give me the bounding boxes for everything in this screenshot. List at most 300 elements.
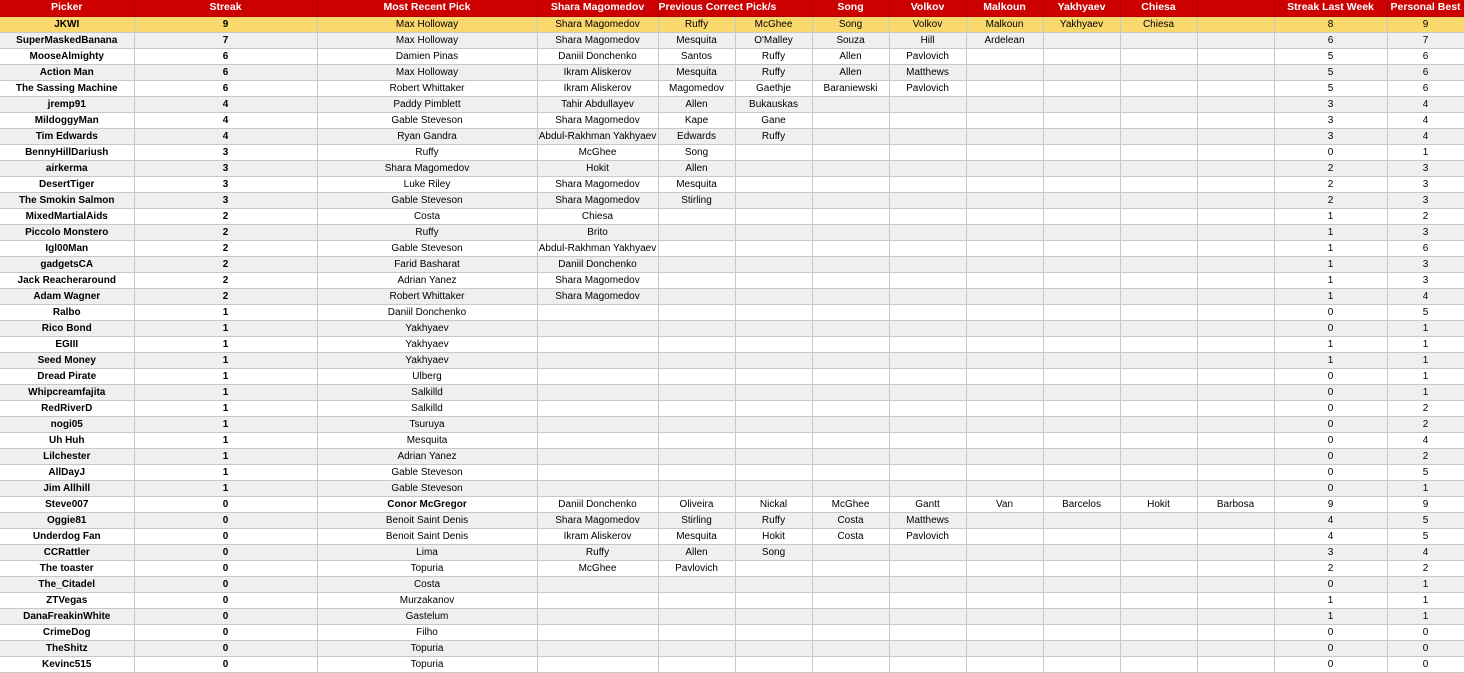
cell-previous-pick[interactable] xyxy=(889,192,966,208)
cell-previous-pick[interactable] xyxy=(735,576,812,592)
cell-previous-pick[interactable]: McGhee xyxy=(537,560,658,576)
cell-streak-last-week[interactable]: 0 xyxy=(1274,464,1387,480)
table-row[interactable] xyxy=(0,352,1464,368)
cell-most-recent-pick[interactable]: Murzakanov xyxy=(317,592,537,608)
header-previous-pick-6[interactable]: Yakhyaev xyxy=(1043,0,1120,16)
cell-previous-pick[interactable] xyxy=(1120,160,1197,176)
cell-previous-pick[interactable] xyxy=(1120,224,1197,240)
table-row[interactable] xyxy=(0,64,1464,80)
cell-previous-pick[interactable] xyxy=(1120,240,1197,256)
cell-personal-best[interactable]: 9 xyxy=(1387,496,1464,512)
cell-previous-pick[interactable] xyxy=(537,576,658,592)
cell-previous-pick[interactable]: Shara Magomedov xyxy=(537,272,658,288)
cell-previous-pick[interactable] xyxy=(966,320,1043,336)
cell-previous-pick[interactable] xyxy=(1197,256,1274,272)
cell-previous-pick[interactable] xyxy=(889,368,966,384)
cell-streak-last-week[interactable]: 6 xyxy=(1274,32,1387,48)
cell-previous-pick[interactable]: Volkov xyxy=(889,16,966,32)
cell-streak-last-week[interactable]: 0 xyxy=(1274,480,1387,496)
cell-streak[interactable]: 2 xyxy=(134,288,317,304)
cell-previous-pick[interactable] xyxy=(1197,384,1274,400)
cell-previous-pick[interactable] xyxy=(735,464,812,480)
cell-personal-best[interactable]: 4 xyxy=(1387,288,1464,304)
table-row[interactable] xyxy=(0,640,1464,656)
cell-previous-pick[interactable] xyxy=(966,256,1043,272)
cell-previous-pick[interactable]: Shara Magomedov xyxy=(537,112,658,128)
cell-streak[interactable]: 0 xyxy=(134,608,317,624)
cell-previous-pick[interactable] xyxy=(537,464,658,480)
cell-previous-pick[interactable] xyxy=(1120,576,1197,592)
cell-previous-pick[interactable] xyxy=(1197,176,1274,192)
cell-personal-best[interactable]: 6 xyxy=(1387,80,1464,96)
cell-previous-pick[interactable] xyxy=(735,208,812,224)
cell-picker[interactable]: Tim Edwards xyxy=(0,128,134,144)
cell-previous-pick[interactable] xyxy=(735,256,812,272)
cell-streak[interactable]: 0 xyxy=(134,544,317,560)
cell-previous-pick[interactable] xyxy=(735,416,812,432)
cell-previous-pick[interactable]: Allen xyxy=(658,96,735,112)
header-previous-pick-1[interactable]: Shara Magomedov xyxy=(537,0,658,16)
cell-previous-pick[interactable] xyxy=(1120,528,1197,544)
cell-previous-pick[interactable] xyxy=(658,272,735,288)
cell-previous-pick[interactable]: Abdul-Rakhman Yakhyaev xyxy=(537,128,658,144)
cell-streak-last-week[interactable]: 0 xyxy=(1274,656,1387,672)
cell-previous-pick[interactable]: Santos xyxy=(658,48,735,64)
cell-previous-pick[interactable] xyxy=(889,448,966,464)
cell-previous-pick[interactable] xyxy=(1197,192,1274,208)
cell-streak[interactable]: 0 xyxy=(134,496,317,512)
cell-previous-pick[interactable] xyxy=(966,640,1043,656)
cell-previous-pick[interactable] xyxy=(812,576,889,592)
cell-previous-pick[interactable] xyxy=(1120,320,1197,336)
cell-most-recent-pick[interactable]: Gable Steveson xyxy=(317,480,537,496)
cell-previous-pick[interactable] xyxy=(966,400,1043,416)
header-most-recent-pick[interactable]: Most Recent Pick xyxy=(317,0,537,16)
cell-previous-pick[interactable] xyxy=(812,208,889,224)
cell-previous-pick[interactable] xyxy=(1120,304,1197,320)
cell-previous-pick[interactable] xyxy=(966,560,1043,576)
cell-previous-pick[interactable] xyxy=(1197,64,1274,80)
cell-previous-pick[interactable] xyxy=(1197,304,1274,320)
table-row[interactable] xyxy=(0,448,1464,464)
table-row[interactable] xyxy=(0,576,1464,592)
cell-previous-pick[interactable] xyxy=(1043,560,1120,576)
cell-previous-pick[interactable] xyxy=(1120,336,1197,352)
cell-previous-pick[interactable]: Tahir Abdullayev xyxy=(537,96,658,112)
cell-previous-pick[interactable]: Shara Magomedov xyxy=(537,16,658,32)
cell-previous-pick[interactable] xyxy=(1197,560,1274,576)
cell-streak-last-week[interactable]: 1 xyxy=(1274,240,1387,256)
cell-previous-pick[interactable]: Ruffy xyxy=(537,544,658,560)
cell-previous-pick[interactable] xyxy=(735,272,812,288)
cell-previous-pick[interactable] xyxy=(1197,432,1274,448)
cell-previous-pick[interactable] xyxy=(658,576,735,592)
header-streak[interactable]: Streak xyxy=(134,0,317,16)
cell-personal-best[interactable]: 1 xyxy=(1387,608,1464,624)
cell-streak-last-week[interactable]: 0 xyxy=(1274,448,1387,464)
cell-previous-pick[interactable] xyxy=(889,288,966,304)
cell-personal-best[interactable]: 0 xyxy=(1387,640,1464,656)
cell-previous-pick[interactable] xyxy=(1197,352,1274,368)
cell-previous-pick[interactable] xyxy=(966,608,1043,624)
cell-previous-pick[interactable] xyxy=(1043,144,1120,160)
cell-personal-best[interactable]: 0 xyxy=(1387,656,1464,672)
cell-streak[interactable]: 6 xyxy=(134,48,317,64)
cell-previous-pick[interactable] xyxy=(966,128,1043,144)
cell-most-recent-pick[interactable]: Salkilld xyxy=(317,400,537,416)
cell-previous-pick[interactable] xyxy=(1197,368,1274,384)
cell-streak-last-week[interactable]: 1 xyxy=(1274,224,1387,240)
cell-previous-pick[interactable] xyxy=(889,464,966,480)
cell-previous-pick[interactable] xyxy=(735,144,812,160)
cell-picker[interactable]: MixedMartialAids xyxy=(0,208,134,224)
cell-previous-pick[interactable] xyxy=(966,240,1043,256)
cell-previous-pick[interactable]: Hokit xyxy=(735,528,812,544)
header-previous-pick-3[interactable]: Song xyxy=(812,0,889,16)
cell-previous-pick[interactable] xyxy=(1197,608,1274,624)
cell-streak-last-week[interactable]: 3 xyxy=(1274,128,1387,144)
cell-previous-pick[interactable]: Ruffy xyxy=(735,64,812,80)
cell-previous-pick[interactable] xyxy=(735,640,812,656)
cell-most-recent-pick[interactable]: Robert Whittaker xyxy=(317,288,537,304)
cell-previous-pick[interactable] xyxy=(812,144,889,160)
cell-previous-pick[interactable]: Gantt xyxy=(889,496,966,512)
cell-previous-pick[interactable] xyxy=(735,400,812,416)
cell-most-recent-pick[interactable]: Farid Basharat xyxy=(317,256,537,272)
cell-previous-pick[interactable] xyxy=(1043,544,1120,560)
cell-most-recent-pick[interactable]: Max Holloway xyxy=(317,32,537,48)
table-row[interactable] xyxy=(0,592,1464,608)
cell-previous-pick[interactable]: Chiesa xyxy=(537,208,658,224)
cell-previous-pick[interactable]: McGhee xyxy=(537,144,658,160)
cell-streak[interactable]: 1 xyxy=(134,384,317,400)
cell-previous-pick[interactable] xyxy=(1043,64,1120,80)
cell-previous-pick[interactable]: Hokit xyxy=(537,160,658,176)
cell-previous-pick[interactable] xyxy=(1120,352,1197,368)
cell-most-recent-pick[interactable]: Damien Pinas xyxy=(317,48,537,64)
table-row[interactable] xyxy=(0,112,1464,128)
table-row[interactable] xyxy=(0,304,1464,320)
table-row[interactable] xyxy=(0,480,1464,496)
cell-previous-pick[interactable] xyxy=(1120,656,1197,672)
cell-previous-pick[interactable] xyxy=(812,160,889,176)
cell-previous-pick[interactable] xyxy=(1120,416,1197,432)
cell-previous-pick[interactable] xyxy=(537,656,658,672)
cell-previous-pick[interactable] xyxy=(658,416,735,432)
cell-previous-pick[interactable] xyxy=(1043,272,1120,288)
cell-most-recent-pick[interactable]: Gable Steveson xyxy=(317,240,537,256)
cell-streak[interactable]: 0 xyxy=(134,528,317,544)
cell-streak-last-week[interactable]: 3 xyxy=(1274,112,1387,128)
header-picker[interactable]: Picker xyxy=(0,0,134,16)
cell-streak-last-week[interactable]: 1 xyxy=(1274,336,1387,352)
cell-streak[interactable]: 1 xyxy=(134,480,317,496)
table-row[interactable] xyxy=(0,144,1464,160)
cell-personal-best[interactable]: 5 xyxy=(1387,512,1464,528)
cell-previous-pick[interactable] xyxy=(1043,320,1120,336)
cell-streak[interactable]: 6 xyxy=(134,80,317,96)
cell-previous-pick[interactable]: Pavlovich xyxy=(658,560,735,576)
cell-previous-pick[interactable] xyxy=(1043,336,1120,352)
cell-streak[interactable]: 0 xyxy=(134,592,317,608)
cell-most-recent-pick[interactable]: Gable Steveson xyxy=(317,192,537,208)
cell-previous-pick[interactable] xyxy=(1043,592,1120,608)
table-row[interactable] xyxy=(0,512,1464,528)
cell-previous-pick[interactable] xyxy=(1197,48,1274,64)
cell-streak[interactable]: 4 xyxy=(134,112,317,128)
cell-previous-pick[interactable]: Ruffy xyxy=(735,512,812,528)
cell-previous-pick[interactable] xyxy=(658,480,735,496)
cell-previous-pick[interactable] xyxy=(1120,256,1197,272)
cell-streak-last-week[interactable]: 5 xyxy=(1274,48,1387,64)
table-row[interactable] xyxy=(0,464,1464,480)
cell-previous-pick[interactable]: McGhee xyxy=(812,496,889,512)
cell-personal-best[interactable]: 2 xyxy=(1387,560,1464,576)
cell-previous-pick[interactable] xyxy=(812,464,889,480)
cell-previous-pick[interactable] xyxy=(889,384,966,400)
table-row[interactable] xyxy=(0,272,1464,288)
cell-personal-best[interactable]: 1 xyxy=(1387,144,1464,160)
cell-previous-pick[interactable]: Pavlovich xyxy=(889,80,966,96)
cell-previous-pick[interactable] xyxy=(812,640,889,656)
cell-previous-pick[interactable] xyxy=(735,320,812,336)
cell-previous-pick[interactable]: Mesquita xyxy=(658,176,735,192)
cell-previous-pick[interactable] xyxy=(1120,144,1197,160)
cell-personal-best[interactable]: 4 xyxy=(1387,96,1464,112)
cell-previous-pick[interactable] xyxy=(966,448,1043,464)
table-row[interactable] xyxy=(0,528,1464,544)
cell-most-recent-pick[interactable]: Adrian Yanez xyxy=(317,448,537,464)
cell-previous-pick[interactable]: Chiesa xyxy=(1120,16,1197,32)
cell-streak[interactable]: 6 xyxy=(134,64,317,80)
cell-personal-best[interactable]: 1 xyxy=(1387,320,1464,336)
table-row[interactable] xyxy=(0,432,1464,448)
table-row[interactable] xyxy=(0,160,1464,176)
cell-previous-pick[interactable] xyxy=(889,608,966,624)
cell-previous-pick[interactable] xyxy=(1197,336,1274,352)
cell-previous-pick[interactable]: Mesquita xyxy=(658,32,735,48)
cell-picker[interactable]: JKWI xyxy=(0,16,134,32)
cell-picker[interactable]: The Sassing Machine xyxy=(0,80,134,96)
cell-previous-pick[interactable] xyxy=(889,432,966,448)
cell-previous-pick[interactable]: Song xyxy=(658,144,735,160)
cell-most-recent-pick[interactable]: Luke Riley xyxy=(317,176,537,192)
cell-previous-pick[interactable] xyxy=(889,320,966,336)
table-row[interactable] xyxy=(0,544,1464,560)
cell-previous-pick[interactable] xyxy=(735,384,812,400)
cell-previous-pick[interactable] xyxy=(1120,368,1197,384)
cell-previous-pick[interactable]: Allen xyxy=(658,544,735,560)
cell-previous-pick[interactable] xyxy=(1120,48,1197,64)
cell-previous-pick[interactable] xyxy=(1120,608,1197,624)
cell-streak-last-week[interactable]: 0 xyxy=(1274,400,1387,416)
cell-streak[interactable]: 1 xyxy=(134,304,317,320)
cell-previous-pick[interactable] xyxy=(966,464,1043,480)
cell-most-recent-pick[interactable]: Costa xyxy=(317,576,537,592)
cell-previous-pick[interactable]: Matthews xyxy=(889,64,966,80)
cell-previous-pick[interactable] xyxy=(1197,16,1274,32)
cell-previous-pick[interactable]: Ikram Aliskerov xyxy=(537,80,658,96)
cell-previous-pick[interactable] xyxy=(966,432,1043,448)
cell-streak-last-week[interactable]: 0 xyxy=(1274,624,1387,640)
cell-previous-pick[interactable] xyxy=(658,656,735,672)
cell-streak-last-week[interactable]: 0 xyxy=(1274,320,1387,336)
cell-picker[interactable]: gadgetsCA xyxy=(0,256,134,272)
cell-previous-pick[interactable]: Daniil Donchenko xyxy=(537,256,658,272)
cell-personal-best[interactable]: 4 xyxy=(1387,128,1464,144)
header-previous-pick-4[interactable]: Volkov xyxy=(889,0,966,16)
cell-previous-pick[interactable] xyxy=(658,320,735,336)
cell-previous-pick[interactable] xyxy=(537,432,658,448)
cell-previous-pick[interactable] xyxy=(735,304,812,320)
cell-previous-pick[interactable] xyxy=(966,160,1043,176)
cell-most-recent-pick[interactable]: Yakhyaev xyxy=(317,336,537,352)
cell-previous-pick[interactable] xyxy=(537,400,658,416)
table-row[interactable] xyxy=(0,192,1464,208)
cell-personal-best[interactable]: 1 xyxy=(1387,368,1464,384)
cell-picker[interactable]: MooseAlmighty xyxy=(0,48,134,64)
cell-previous-pick[interactable] xyxy=(1197,32,1274,48)
cell-streak[interactable]: 1 xyxy=(134,432,317,448)
cell-streak[interactable]: 0 xyxy=(134,656,317,672)
cell-picker[interactable]: CCRattler xyxy=(0,544,134,560)
cell-picker[interactable]: Oggie81 xyxy=(0,512,134,528)
cell-previous-pick[interactable]: Ruffy xyxy=(735,128,812,144)
cell-previous-pick[interactable] xyxy=(1120,288,1197,304)
cell-previous-pick[interactable] xyxy=(658,352,735,368)
cell-previous-pick[interactable]: Shara Magomedov xyxy=(537,32,658,48)
cell-previous-pick[interactable] xyxy=(1120,192,1197,208)
cell-previous-pick[interactable] xyxy=(889,560,966,576)
cell-picker[interactable]: Adam Wagner xyxy=(0,288,134,304)
cell-previous-pick[interactable] xyxy=(889,656,966,672)
cell-streak[interactable]: 1 xyxy=(134,368,317,384)
cell-previous-pick[interactable] xyxy=(658,464,735,480)
cell-previous-pick[interactable]: Pavlovich xyxy=(889,48,966,64)
cell-previous-pick[interactable] xyxy=(735,336,812,352)
cell-previous-pick[interactable] xyxy=(1197,624,1274,640)
cell-picker[interactable]: AllDayJ xyxy=(0,464,134,480)
cell-personal-best[interactable]: 5 xyxy=(1387,304,1464,320)
cell-streak-last-week[interactable]: 1 xyxy=(1274,272,1387,288)
cell-picker[interactable]: Lilchester xyxy=(0,448,134,464)
cell-streak-last-week[interactable]: 8 xyxy=(1274,16,1387,32)
cell-previous-pick[interactable] xyxy=(1043,432,1120,448)
cell-most-recent-pick[interactable]: Mesquita xyxy=(317,432,537,448)
cell-personal-best[interactable]: 4 xyxy=(1387,112,1464,128)
cell-picker[interactable]: ZTVegas xyxy=(0,592,134,608)
cell-previous-pick[interactable] xyxy=(658,624,735,640)
cell-previous-pick[interactable] xyxy=(1197,528,1274,544)
cell-most-recent-pick[interactable]: Gable Steveson xyxy=(317,464,537,480)
cell-streak[interactable]: 7 xyxy=(134,32,317,48)
cell-previous-pick[interactable]: Abdul-Rakhman Yakhyaev xyxy=(537,240,658,256)
cell-previous-pick[interactable] xyxy=(889,176,966,192)
cell-previous-pick[interactable] xyxy=(1043,448,1120,464)
cell-previous-pick[interactable]: Hokit xyxy=(1120,496,1197,512)
cell-previous-pick[interactable] xyxy=(889,224,966,240)
cell-previous-pick[interactable] xyxy=(812,560,889,576)
cell-previous-pick[interactable] xyxy=(537,480,658,496)
cell-picker[interactable]: nogi05 xyxy=(0,416,134,432)
cell-previous-pick[interactable] xyxy=(1043,128,1120,144)
cell-most-recent-pick[interactable]: Ruffy xyxy=(317,144,537,160)
cell-previous-pick[interactable] xyxy=(735,560,812,576)
cell-streak-last-week[interactable]: 5 xyxy=(1274,64,1387,80)
table-row[interactable] xyxy=(0,32,1464,48)
cell-previous-pick[interactable] xyxy=(966,528,1043,544)
cell-previous-pick[interactable] xyxy=(735,656,812,672)
cell-streak-last-week[interactable]: 1 xyxy=(1274,208,1387,224)
cell-previous-pick[interactable] xyxy=(966,592,1043,608)
cell-previous-pick[interactable] xyxy=(966,576,1043,592)
cell-streak-last-week[interactable]: 1 xyxy=(1274,256,1387,272)
cell-previous-pick[interactable] xyxy=(966,304,1043,320)
cell-picker[interactable]: Underdog Fan xyxy=(0,528,134,544)
cell-previous-pick[interactable]: Mesquita xyxy=(658,528,735,544)
cell-streak-last-week[interactable]: 1 xyxy=(1274,608,1387,624)
cell-previous-pick[interactable] xyxy=(966,480,1043,496)
cell-personal-best[interactable]: 5 xyxy=(1387,464,1464,480)
cell-most-recent-pick[interactable]: Tsuruya xyxy=(317,416,537,432)
cell-personal-best[interactable]: 6 xyxy=(1387,48,1464,64)
cell-picker[interactable]: SuperMaskedBanana xyxy=(0,32,134,48)
table-row[interactable] xyxy=(0,416,1464,432)
cell-previous-pick[interactable] xyxy=(966,272,1043,288)
table-row[interactable] xyxy=(0,400,1464,416)
cell-streak-last-week[interactable]: 0 xyxy=(1274,576,1387,592)
cell-most-recent-pick[interactable]: Filho xyxy=(317,624,537,640)
cell-previous-pick[interactable] xyxy=(966,544,1043,560)
cell-previous-pick[interactable] xyxy=(1120,480,1197,496)
cell-previous-pick[interactable] xyxy=(812,352,889,368)
cell-previous-pick[interactable] xyxy=(1197,240,1274,256)
cell-streak-last-week[interactable]: 5 xyxy=(1274,80,1387,96)
cell-streak[interactable]: 0 xyxy=(134,560,317,576)
cell-personal-best[interactable]: 9 xyxy=(1387,16,1464,32)
cell-previous-pick[interactable] xyxy=(966,384,1043,400)
cell-previous-pick[interactable] xyxy=(1197,480,1274,496)
cell-previous-pick[interactable] xyxy=(658,448,735,464)
header-streak-last-week[interactable]: Streak Last Week xyxy=(1274,0,1387,16)
cell-most-recent-pick[interactable]: Ryan Gandra xyxy=(317,128,537,144)
cell-picker[interactable]: CrimeDog xyxy=(0,624,134,640)
cell-previous-pick[interactable]: Ikram Aliskerov xyxy=(537,528,658,544)
cell-previous-pick[interactable]: Pavlovich xyxy=(889,528,966,544)
cell-most-recent-pick[interactable]: Lima xyxy=(317,544,537,560)
cell-streak[interactable]: 2 xyxy=(134,208,317,224)
cell-previous-pick[interactable] xyxy=(812,320,889,336)
cell-previous-pick[interactable] xyxy=(889,480,966,496)
cell-previous-pick[interactable] xyxy=(1043,176,1120,192)
table-row[interactable] xyxy=(0,496,1464,512)
cell-previous-pick[interactable] xyxy=(1043,416,1120,432)
cell-previous-pick[interactable]: Edwards xyxy=(658,128,735,144)
table-row[interactable] xyxy=(0,224,1464,240)
cell-previous-pick[interactable]: Shara Magomedov xyxy=(537,192,658,208)
table-row[interactable] xyxy=(0,128,1464,144)
cell-picker[interactable]: TheShitz xyxy=(0,640,134,656)
cell-previous-pick[interactable]: Daniil Donchenko xyxy=(537,496,658,512)
cell-previous-pick[interactable] xyxy=(658,640,735,656)
cell-previous-pick[interactable] xyxy=(735,176,812,192)
cell-previous-pick[interactable] xyxy=(735,480,812,496)
cell-most-recent-pick[interactable]: Max Holloway xyxy=(317,16,537,32)
cell-previous-pick[interactable] xyxy=(812,240,889,256)
cell-previous-pick[interactable] xyxy=(658,368,735,384)
cell-previous-pick[interactable] xyxy=(889,400,966,416)
cell-previous-pick[interactable] xyxy=(1197,656,1274,672)
